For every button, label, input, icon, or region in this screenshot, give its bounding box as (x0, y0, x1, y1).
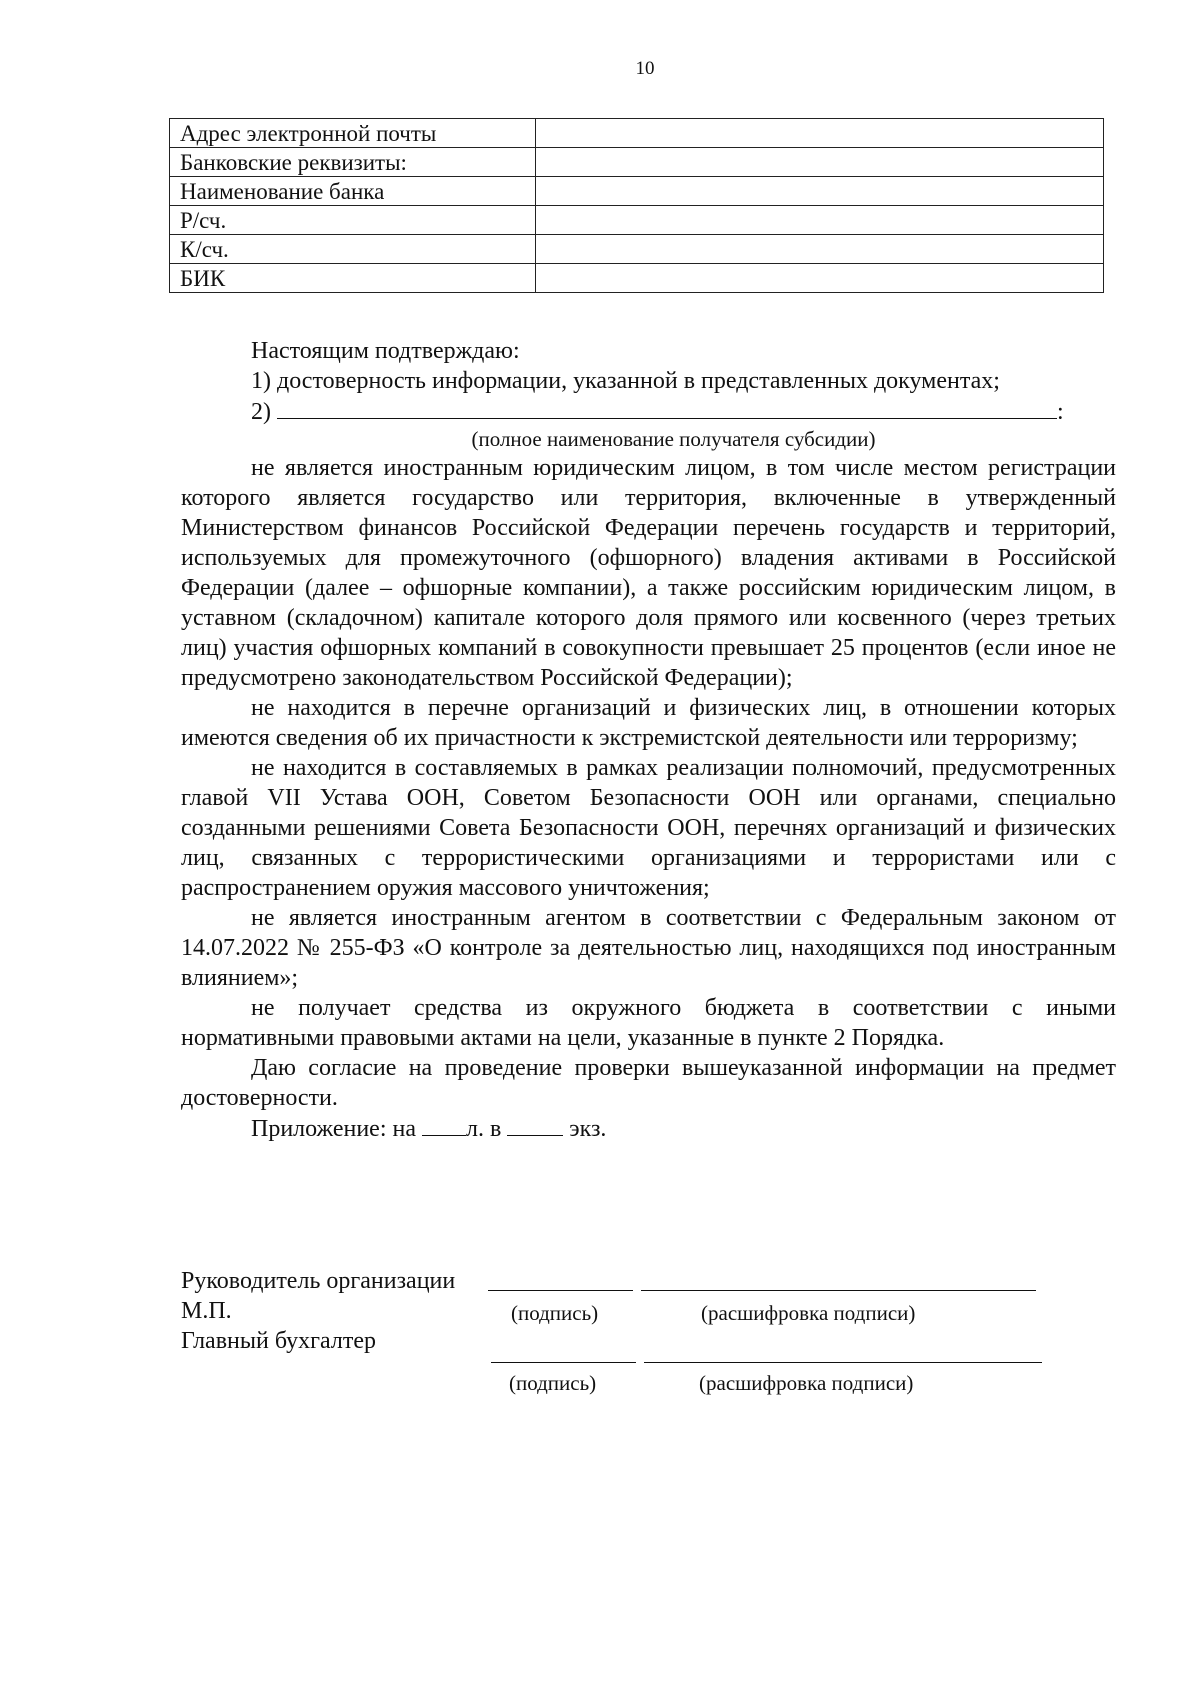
accountant-label: Главный бухгалтер (181, 1328, 376, 1354)
requisites-table (169, 118, 1104, 293)
head-signature-caption: (подпись) (511, 1301, 599, 1325)
confirm-item-2-number: 2) (251, 399, 271, 425)
confirm-item-2 (181, 396, 1116, 427)
paragraph-un-lists: не находится в составляемых в рамках реализации полномочий, предусмотренных главой VII Устава ООН, Советом Безопасности ООН или органами, специально созданными решениями Совета Безопасности ООН, перечнях организаций и физических лиц, связанных с террористическими организациями и террористами или с распространением оружия массового уничтожения; (181, 755, 1116, 901)
paragraph-budget-funds: не получает средства из окружного бюджета в соответствии с иными нормативными правовыми актами на цели, указанные в пункте 2 Порядка. (181, 995, 1116, 1051)
requisite-label-email: Адрес электронной почты (170, 119, 536, 148)
accountant-decode-caption: (расшифровка подписи) (699, 1371, 914, 1395)
requisite-value-email[interactable] (536, 119, 1104, 148)
accountant-signature-decode-line[interactable] (644, 1338, 1042, 1363)
requisite-value-bank-name[interactable] (536, 177, 1104, 206)
table-row (170, 177, 1104, 206)
head-label: Руководитель организации (181, 1268, 456, 1294)
attachment-sheets-blank[interactable] (422, 1113, 466, 1136)
table-row (170, 206, 1104, 235)
table-row (170, 148, 1104, 177)
recipient-name-caption: (полное наименование получателя субсидии) (471, 427, 876, 451)
attachment-suffix: экз. (569, 1116, 607, 1142)
accountant-signature-row (181, 1326, 1081, 1356)
confirm-item-1: 1) достоверность информации, указанной в представленных документах; (251, 368, 1000, 394)
accountant-signature-caption: (подпись) (509, 1371, 597, 1395)
table-row (170, 264, 1104, 293)
paragraph-extremism: не находится в перечне организаций и физических лиц, в отношении которых имеются сведения об их причастности к экстремистской деятельности или терроризму; (181, 695, 1116, 751)
accountant-signature-line[interactable] (491, 1338, 636, 1363)
confirm-item-2-colon: : (1057, 399, 1064, 425)
attachment-line (181, 1113, 1116, 1144)
page-number: 10 (635, 58, 655, 79)
head-signature-row (181, 1266, 1081, 1296)
attachment-prefix: Приложение: на (251, 1116, 416, 1142)
table-row (170, 119, 1104, 148)
head-signature-line[interactable] (488, 1266, 633, 1291)
signature-block (181, 1266, 1081, 1396)
paragraph-offshore: не является иностранным юридическим лицом, в том числе местом регистрации которого является государство или территория, включенные в утвержденный Министерством финансов Российской Федерации перечень государств и территорий, используемых для промежуточного (офшорного) владения активами в Российской Федерации (далее – офшорные компании), а также российским юридическим лицом, в уставном (складочном) капитале которого доля прямого или косвенного (через третьих лиц) участия офшорных компаний в совокупности превышает 25 процентов (если иное не предусмотрено законодательством Российской Федерации); (181, 455, 1116, 691)
confirm-intro: Настоящим подтверждаю: (251, 338, 520, 364)
accountant-caption-row (181, 1366, 1081, 1396)
stamp-label: М.П. (181, 1298, 232, 1324)
head-caption-row (181, 1296, 1081, 1326)
requisite-value-bank-details[interactable] (536, 148, 1104, 177)
head-decode-caption: (расшифровка подписи) (701, 1301, 916, 1325)
head-signature-decode-line[interactable] (641, 1266, 1036, 1291)
requisite-value-bik[interactable] (536, 264, 1104, 293)
table-row (170, 235, 1104, 264)
requisite-label-correspondent-account: К/сч. (170, 235, 536, 264)
attachment-mid: л. в (465, 1116, 502, 1142)
declaration-body (181, 336, 1116, 1144)
recipient-name-blank[interactable] (277, 396, 1057, 419)
requisite-label-bank-details: Банковские реквизиты: (170, 148, 536, 177)
requisite-value-correspondent-account[interactable] (536, 235, 1104, 264)
requisite-label-settlement-account: Р/сч. (170, 206, 536, 235)
attachment-copies-blank[interactable] (507, 1113, 563, 1136)
requisite-label-bank-name: Наименование банка (170, 177, 536, 206)
requisite-value-settlement-account[interactable] (536, 206, 1104, 235)
requisite-label-bik: БИК (170, 264, 536, 293)
paragraph-foreign-agent: не является иностранным агентом в соответствии с Федеральным законом от 14.07.2022 № 255-ФЗ «О контроле за деятельностью лиц, находящихся под иностранным влиянием»; (181, 905, 1116, 991)
paragraph-consent: Даю согласие на проведение проверки вышеуказанной информации на предмет достоверности. (181, 1055, 1116, 1111)
